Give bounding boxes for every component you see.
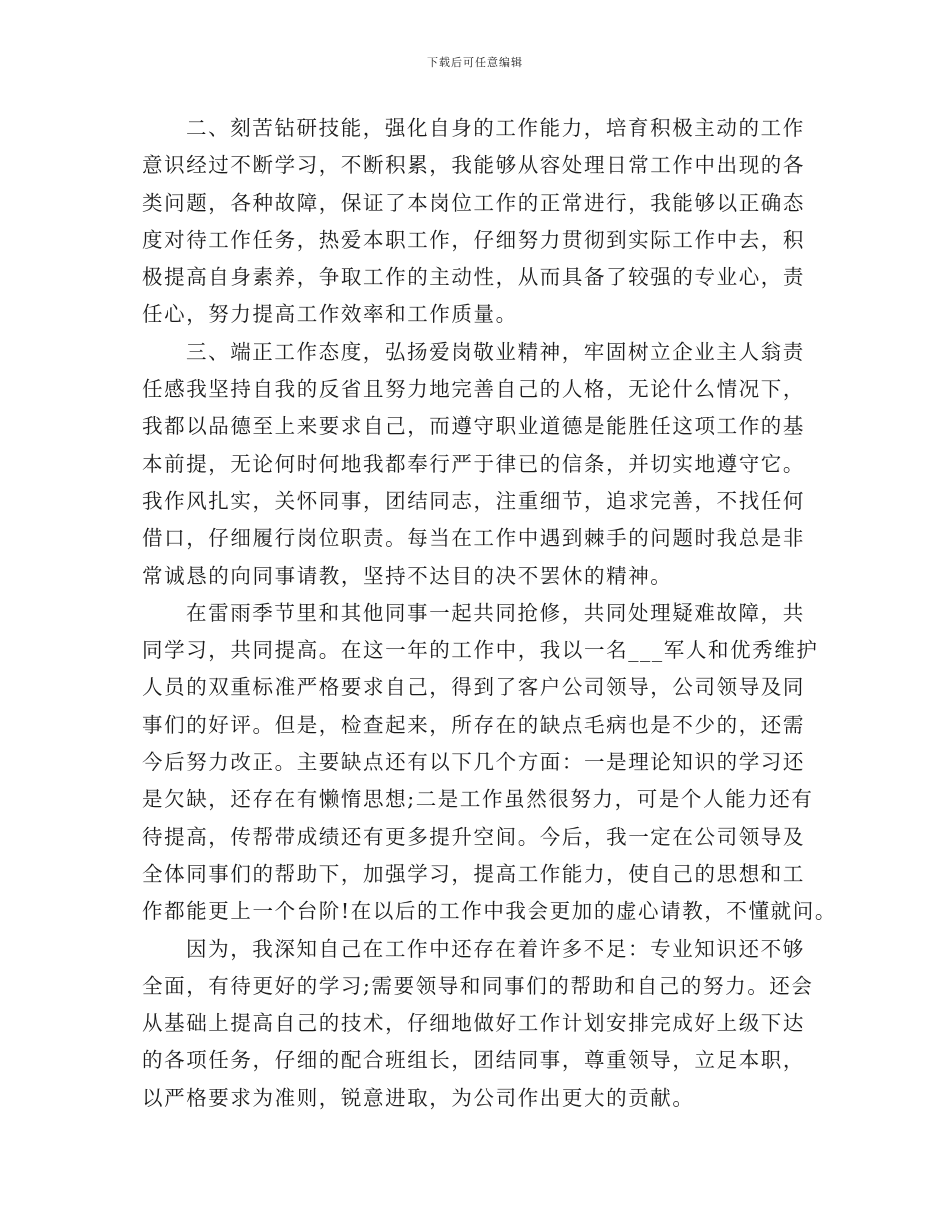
text-line: 同学习，共同提高。在这一年的工作中，我以一名___军人和优秀维护 — [142, 638, 819, 663]
document-body — [142, 110, 837, 1117]
text-line: 的各项任务，仔细的配合班组长，团结同事，尊重领导，立足本职， — [142, 1048, 805, 1073]
text-line: 因为，我深知自己在工作中还存在着许多不足：专业知识还不够 — [186, 936, 805, 961]
text-line: 我作风扎实，关怀同事，团结同志，注重细节，追求完善，不找任何 — [142, 488, 805, 513]
text-line: 本前提，无论何时何地我都奉行严于律已的信条，并切实地遵守它。 — [142, 451, 805, 476]
page-header: 下载后可任意编辑 — [427, 56, 523, 69]
text-line: 今后努力改正。主要缺点还有以下几个方面：一是理论知识的学习还 — [142, 750, 805, 775]
text-line: 待提高，传帮带成绩还有更多提升空间。今后，我一定在公司领导及 — [142, 824, 805, 849]
text-line: 意识经过不断学习，不断积累，我能够从容处理日常工作中出现的各 — [142, 153, 805, 178]
text-line: 度对待工作任务，热爱本职工作，仔细努力贯彻到实际工作中去，积 — [142, 227, 805, 252]
text-line: 常诚恳的向同事请教，坚持不达目的决不罢休的精神。 — [142, 563, 673, 588]
text-line: 全体同事们的帮助下，加强学习，提高工作能力，使自己的思想和工 — [142, 861, 805, 886]
text-line: 二、刻苦钻研技能，强化自身的工作能力，培育积极主动的工作 — [186, 116, 805, 140]
text-line: 作都能更上一个台阶!在以后的工作中我会更加的虚心请教，不懂就问。 — [142, 899, 837, 924]
text-line: 从基础上提高自己的技术，仔细地做好工作计划安排完成好上级下达 — [142, 1011, 805, 1036]
text-line: 任感我坚持自我的反省且努力地完善自己的人格，无论什么情况下， — [142, 377, 805, 402]
text-line: 全面，有待更好的学习;需要领导和同事们的帮助和自己的努力。还会 — [142, 973, 814, 998]
text-line: 我都以品德至上来要求自己，而遵守职业道德是能胜任这项工作的基 — [142, 414, 805, 439]
text-line: 事们的好评。但是，检查起来，所存在的缺点毛病也是不少的，还需 — [142, 712, 805, 737]
text-line: 三、端正工作态度，弘扬爱岗敬业精神，牢固树立企业主人翁责 — [186, 339, 805, 364]
text-line: 在雷雨季节里和其他同事一起共同抢修，共同处理疑难故障，共 — [186, 600, 805, 625]
paragraph-attitude — [142, 334, 822, 595]
text-line: 以严格要求为准则，锐意进取，为公司作出更大的贡献。 — [142, 1085, 695, 1110]
text-line: 人员的双重标准严格要求自己，得到了客户公司领导，公司领导及同 — [142, 675, 805, 700]
text-line: 是欠缺，还存在有懒惰思想;二是工作虽然很努力，可是个人能力还有 — [142, 787, 814, 812]
paragraph-review — [142, 595, 837, 931]
paragraph-skills — [142, 110, 822, 334]
text-line: 任心，努力提高工作效率和工作质量。 — [142, 302, 518, 327]
text-line: 借口，仔细履行岗位职责。每当在工作中遇到棘手的问题时我总是非 — [142, 526, 805, 551]
text-line: 类问题，各种故障，保证了本岗位工作的正常进行，我能够以正确态 — [142, 190, 805, 215]
paragraph-conclusion — [142, 931, 822, 1117]
text-line: 极提高自身素养，争取工作的主动性，从而具备了较强的专业心，责 — [142, 265, 805, 290]
